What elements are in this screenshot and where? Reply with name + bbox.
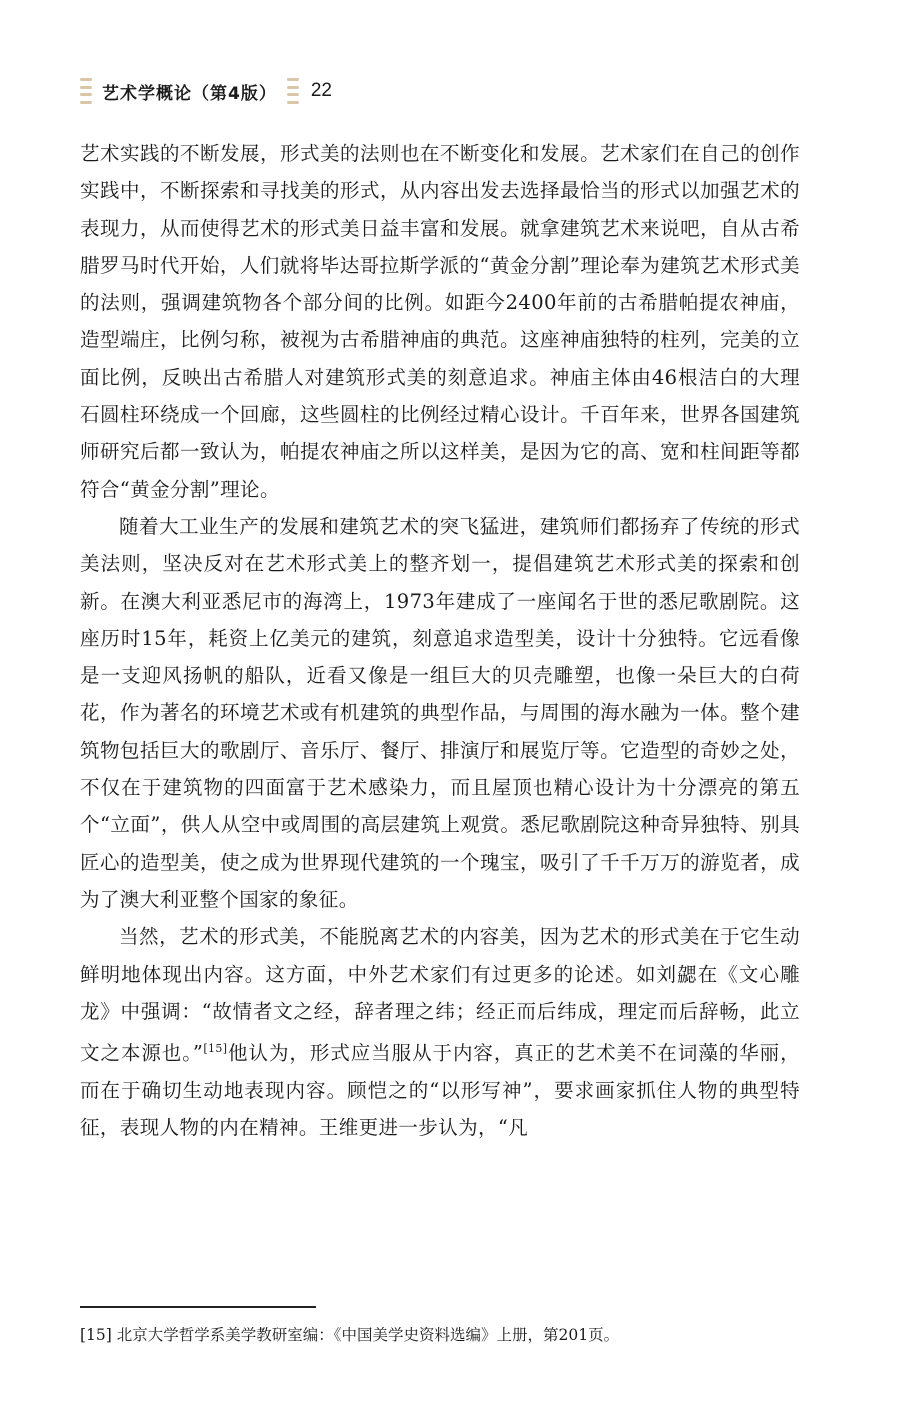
paragraph <box>80 918 800 1146</box>
page-number: 22 <box>310 80 332 101</box>
paragraph-text: 他认为，形式应当服从于内容，真正的艺术美不在词藻的华丽，而在于确切生动地表现内容。顾恺之的“以形写神”，要求画家抓住人物的典型特征，表现人物的内在精神。王维更进一步认为，“凡 <box>80 1041 800 1140</box>
header-ornament <box>80 78 92 104</box>
footnote-divider <box>80 1306 316 1308</box>
paragraph-text: 当然，艺术的形式美，不能脱离艺术的内容美，因为艺术的形式美在于它生动鲜明地体现出内容。这方面，中外艺术家们有过更多的论述。如刘勰在《文心雕龙》中强调：“故情者文之经，辞者理之纬；经正而后纬成，理定而后辞畅，此立文之本源也。” <box>80 925 800 1065</box>
header-separator <box>287 78 299 104</box>
book-title: 艺术学概论（第4版） <box>102 83 277 104</box>
running-header <box>80 76 332 106</box>
paragraph-continued: 艺术实践的不断发展，形式美的法则也在不断变化和发展。艺术家们在自己的创作实践中，不断探索和寻找美的形式，从内容出发去选择最恰当的形式以加强艺术的表现力，从而使得艺术的形式美日益丰富和发展。就拿建筑艺术来说吧，自从古希腊罗马时代开始，人们就将毕达哥拉斯学派的“黄金分割”理论奉为建筑艺术形式美的法则，强调建筑物各个部分间的比例。如距今2400年前的古希腊帕提农神庙，造型端庄，比例匀称，被视为古希腊神庙的典范。这座神庙独特的柱列，完美的立面比例，反映出古希腊人对建筑形式美的刻意追求。神庙主体由46根洁白的大理石圆柱环绕成一个回廊，这些圆柱的比例经过精心设计。千百年来，世界各国建筑师研究后都一致认为，帕提农神庙之所以这样美，是因为它的高、宽和柱间距等都符合“黄金分割”理论。 <box>80 142 800 501</box>
footnote-reference[interactable]: [15] <box>203 1042 228 1056</box>
body-text <box>80 135 800 1147</box>
paragraph: 随着大工业生产的发展和建筑艺术的突飞猛进，建筑师们都扬弃了传统的形式美法则，坚决反对在艺术形式美上的整齐划一，提倡建筑艺术形式美的探索和创新。在澳大利亚悉尼市的海湾上，1973年建成了一座闻名于世的悉尼歌剧院。这座历时15年，耗资上亿美元的建筑，刻意追求造型美，设计十分独特。它远看像是一支迎风扬帆的船队，近看又像是一组巨大的贝壳雕塑，也像一朵巨大的白荷花，作为著名的环境艺术或有机建筑的典型作品，与周围的海水融为一体。整个建筑物包括巨大的歌剧厅、音乐厅、餐厅、排演厅和展览厅等。它造型的奇妙之处，不仅在于建筑物的四面富于艺术感染力，而且屋顶也精心设计为十分漂亮的第五个“立面”，供人从空中或周围的高层建筑上观赏。悉尼歌剧院这种奇异独特、别具匠心的造型美，使之成为世界现代建筑的一个瑰宝，吸引了千千万万的游览者，成为了澳大利亚整个国家的象征。 <box>80 514 800 911</box>
footnote: [15] 北京大学哲学系美学教研室编：《中国美学史资料选编》上册，第201页。 <box>80 1326 620 1344</box>
